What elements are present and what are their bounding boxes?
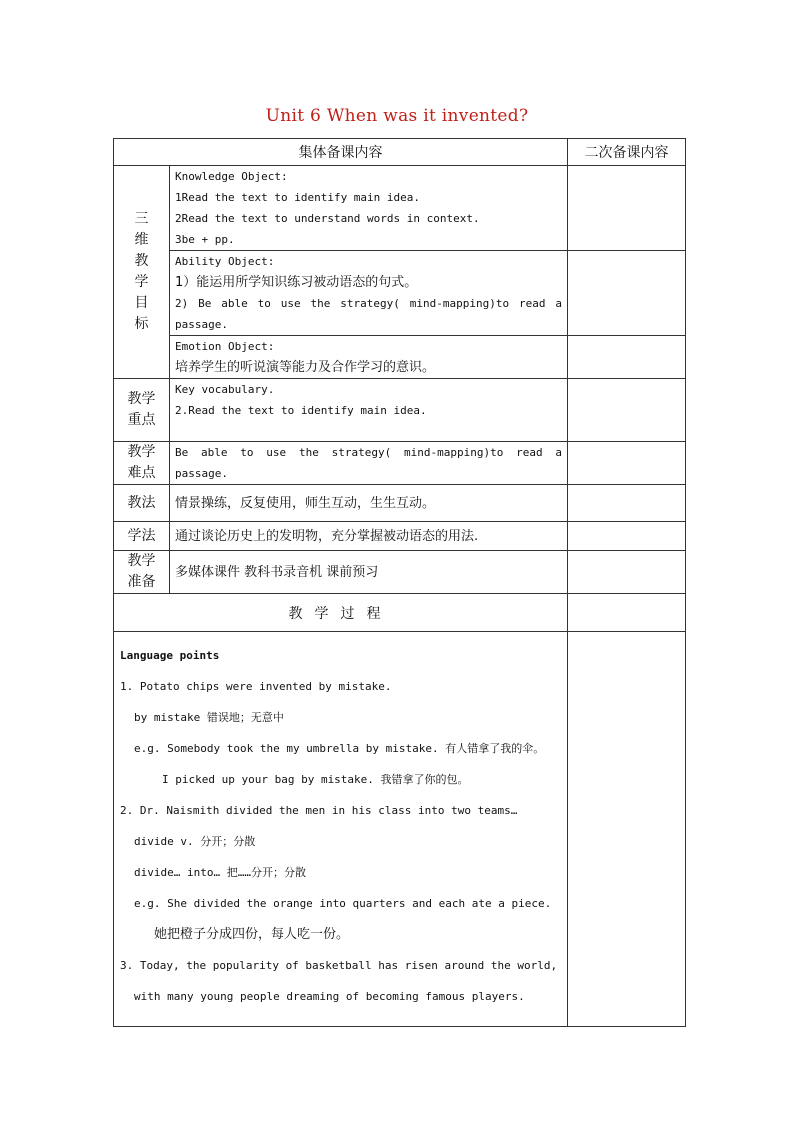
difficult-points-content: Be able to use the strategy( mind-mapping)to read a passage. <box>170 442 568 485</box>
secondary-cell <box>568 594 686 632</box>
secondary-cell <box>568 551 686 594</box>
secondary-cell <box>568 379 686 442</box>
key-points-row <box>114 379 686 442</box>
process-line: 1. Potato chips were invented by mistake. <box>120 680 392 693</box>
teaching-method-label: 教法 <box>114 485 170 522</box>
process-content <box>114 632 568 1027</box>
process-line: e.g. Somebody took the my umbrella by mistake. 有人错拿了我的伞。 <box>134 742 545 755</box>
objectives-label: 三 维 教 学 目 标 <box>114 166 170 379</box>
process-line: by mistake 错误地；无意中 <box>134 711 284 724</box>
process-line: e.g. She divided the orange into quarters and each ate a piece. <box>134 897 552 910</box>
emotion-object: Emotion Object: 培养学生的听说演等能力及合作学习的意识。 <box>170 336 568 379</box>
secondary-cell <box>568 166 686 251</box>
objective-row-knowledge <box>114 166 686 251</box>
key-points-content: Key vocabulary. 2.Read the text to identify main idea. <box>170 379 568 442</box>
preparation-label: 教学 准备 <box>114 551 170 594</box>
difficult-points-row <box>114 442 686 485</box>
process-title-row <box>114 594 686 632</box>
process-line: I picked up your bag by mistake. 我错拿了你的包。 <box>162 773 469 786</box>
process-line: 她把橙子分成四份，每人吃一份。 <box>154 927 350 942</box>
header-row <box>114 139 686 166</box>
preparation-content: 多媒体课件 教科书录音机 课前预习 <box>170 551 568 594</box>
preparation-row <box>114 551 686 594</box>
header-collective: 集体备课内容 <box>114 139 568 166</box>
process-line: divide… into… 把……分开；分散 <box>134 866 306 879</box>
process-line: divide v. 分开；分散 <box>134 835 256 848</box>
secondary-cell <box>568 251 686 336</box>
learning-method-label: 学法 <box>114 522 170 551</box>
knowledge-object: Knowledge Object: 1Read the text to identify main idea. 2Read the text to understand words in context. 3be + pp. <box>170 166 568 251</box>
objective-row-ability <box>114 251 686 336</box>
secondary-cell <box>568 336 686 379</box>
process-line: with many young people dreaming of becoming famous players. <box>134 990 525 1003</box>
secondary-cell <box>568 442 686 485</box>
difficult-points-label: 教学 难点 <box>114 442 170 485</box>
page-title: Unit 6 When was it invented? <box>265 106 529 126</box>
process-line: 2. Dr. Naismith divided the men in his class into two teams… <box>120 804 518 817</box>
secondary-cell <box>568 485 686 522</box>
secondary-cell <box>568 632 686 1027</box>
secondary-cell <box>568 522 686 551</box>
lesson-plan-table <box>113 138 686 1027</box>
language-points-heading: Language points <box>120 649 220 662</box>
key-points-label: 教学 重点 <box>114 379 170 442</box>
objective-row-emotion <box>114 336 686 379</box>
teaching-method-row <box>114 485 686 522</box>
process-row <box>114 632 686 1027</box>
learning-method-content: 通过谈论历史上的发明物，充分掌握被动语态的用法. <box>170 522 568 551</box>
process-title: 教学过程 <box>114 594 568 632</box>
header-secondary: 二次备课内容 <box>568 139 686 166</box>
ability-object: Ability Object: 1）能运用所学知识练习被动语态的句式。 2) Be able to use the strategy( mind-mapping)to read a passage. <box>170 251 568 336</box>
teaching-method-content: 情景操练，反复使用，师生互动，生生互动。 <box>170 485 568 522</box>
learning-method-row <box>114 522 686 551</box>
process-line: 3. Today, the popularity of basketball has risen around the world, <box>120 959 558 972</box>
